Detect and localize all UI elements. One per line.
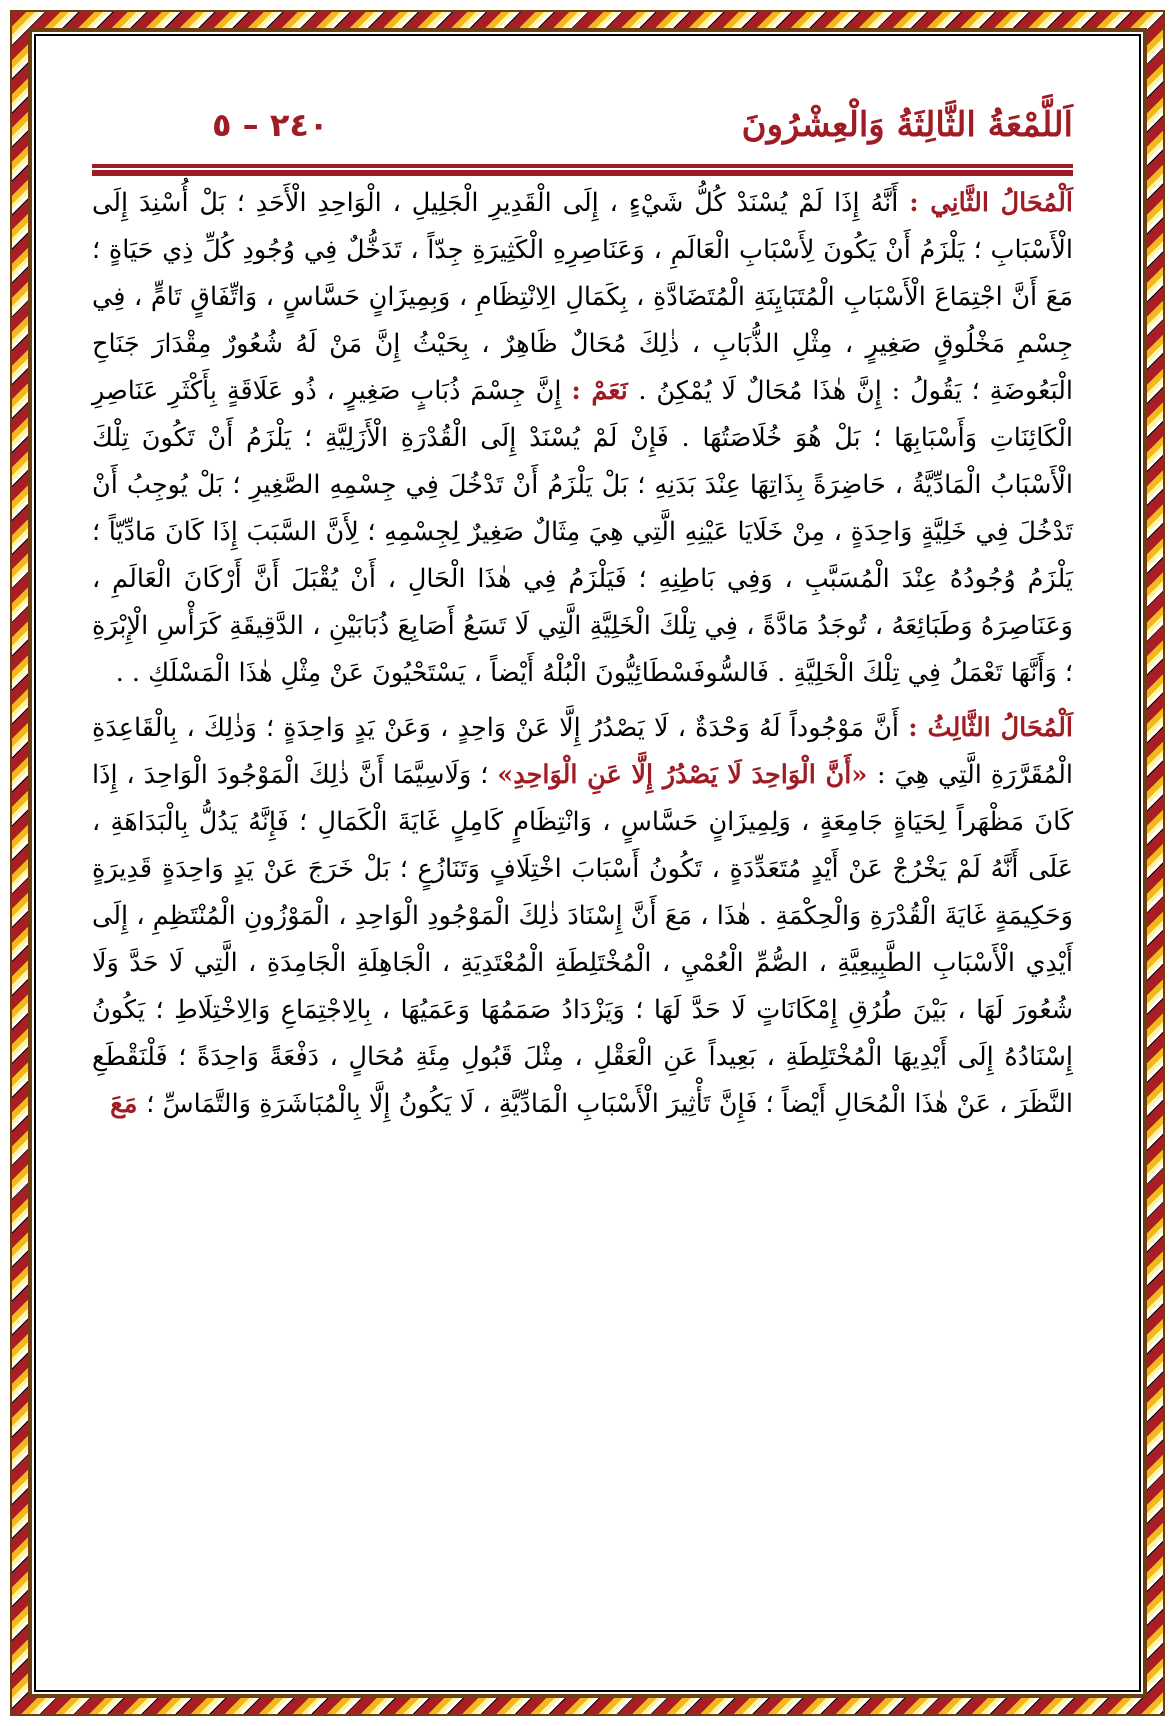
section-heading: اَلْمُحَالُ الثَّانِي :	[909, 188, 1073, 218]
header-divider	[92, 164, 1073, 176]
page-number: ٢٤٠ – ٥	[212, 106, 329, 144]
paragraph-text: إِنَّ جِسْمَ ذُبَابٍ صَغِيرٍ ، ذُو عَلَاقَةٍ بِأَكْثَرِ عَنَاصِرِ الْكَائِنَاتِ وَأَسْبَابِهَا ؛ بَلْ هُوَ خُلَاصَتُهَا . فَإِنْ لَمْ يُسْنَدْ إِلَى الْقُدْرَةِ الْأَزَلِيَّةِ ؛ يَلْزَمُ أَنْ تَكُونَ تِلْكَ الْأَسْبَابُ الْمَادِّيَّةُ ، حَاضِرَةً بِذَاتِهَا عِنْدَ بَدَنِهِ ؛ بَلْ يَلْزَمُ أَنْ تَدْخُلَ فِي جِسْمِهِ الصَّغِيرِ ؛ بَلْ يُوجِبُ أَنْ تَدْخُلَ فِي خَلِيَّةٍ وَاحِدَةٍ ، مِنْ خَلَايَا عَيْنِهِ الَّتِي هِيَ مِثَالٌ صَغِيرٌ لِجِسْمِهِ ؛ لِأَنَّ السَّبَبَ إِذَا كَانَ مَادِّيّاً ؛ يَلْزَمُ وُجُودُهُ عِنْدَ الْمُسَبَّبِ ، وَفِي بَاطِنِهِ ؛ فَيَلْزَمُ فِي هٰذَا الْحَالِ ، أَنْ يُقْبَلَ أَنَّ أَرْكَانَ الْعَالَمِ ، وَعَنَاصِرَهُ وَطَبَائِعَهُ ، تُوجَدُ مَادَّةً ، فِي تِلْكَ الْخَلِيَّةِ الَّتِي لَا تَسَعُ أَصَابِعَ ذُبَابَيْنِ ، الدَّقِيقَةِ كَرَأْسِ الْإِبْرَةِ ؛ وَأَنَّهَا تَعْمَلُ فِي تِلْكَ الْخَلِيَّةِ . فَالسُّوفَسْطَائِيُّونَ الْبُلْهُ أَيْضاً ، يَسْتَحْيُونَ عَنْ مِثْلِ هٰذَا الْمَسْلَكِ . .	[92, 376, 1073, 688]
page-header	[212, 80, 1073, 170]
ornamental-border	[10, 10, 1165, 1716]
section-heading: اَلْمُحَالُ الثَّالِثُ :	[908, 713, 1073, 743]
paragraph	[92, 705, 1073, 1128]
continuation-word: مَعَ	[110, 1089, 147, 1119]
paragraph-text: أَنَّ مَوْجُوداً لَهُ وَحْدَةٌ ، لَا يَصْدُرُ إِلَّا عَنْ وَاحِدٍ ، وَعَنْ يَدٍ وَاحِدَةٍ ؛ وَذٰلِكَ ، بِالْقَاعِدَةِ الْمُقَرَّرَةِ الَّتِي هِيَ :	[92, 713, 1074, 790]
paragraph	[92, 180, 1073, 697]
body-text	[92, 180, 1073, 1136]
emphasis-text: نَعَمْ :	[571, 376, 639, 406]
page	[28, 28, 1147, 1698]
paragraph-text: أَنَّهُ إِذَا لَمْ يُسْنَدْ كُلُّ شَيْءٍ ، إِلَى الْقَدِيرِ الْجَلِيلِ ، الْوَاحِدِ الْأَحَدِ ؛ بَلْ أُسْنِدَ إِلَى الْأَسْبَابِ ؛ يَلْزَمُ أَنْ يَكُونَ لِأَسْبَابِ الْعَالَمِ ، وَعَنَاصِرِهِ الْكَثِيرَةِ جِدّاً ، تَدَخُّلٌ فِي وُجُودِ كُلِّ ذِي حَيَاةٍ ؛ مَعَ أَنَّ اجْتِمَاعَ الْأَسْبَابِ الْمُتَبَايِنَةِ الْمُتَضَادَّةِ ، بِكَمَالِ الِانْتِظَامِ ، وَبِمِيزَانٍ حَسَّاسٍ ، وَاتِّفَاقٍ تَامٍّ ، فِي جِسْمِ مَخْلُوقٍ صَغِيرٍ ، مِثْلِ الذُّبَابِ ، ذٰلِكَ مُحَالٌ ظَاهِرٌ ، بِحَيْثُ إِنَّ مَنْ لَهُ شُعُورٌ مِقْدَارَ جَنَاحِ الْبَعُوضَةِ ؛ يَقُولُ : إِنَّ هٰذَا مُحَالٌ لَا يُمْكِنُ .	[92, 188, 1073, 406]
chapter-title: اَللَّمْعَةُ الثَّالِثَةُ وَالْعِشْرُونَ	[741, 105, 1073, 145]
paragraph-text: ؛ وَلَاسِيَّمَا أَنَّ ذٰلِكَ الْمَوْجُودَ الْوَاحِدَ ، إِذَا كَانَ مَظْهَراً لِحَيَاةٍ جَامِعَةٍ ، وَلِمِيزَانٍ حَسَّاسٍ ، وَانْتِظَامٍ كَامِلٍ غَايَةَ الْكَمَالِ ؛ فَإِنَّهُ يَدُلُّ بِالْبَدَاهَةِ ، عَلَى أَنَّهُ لَمْ يَخْرُجْ عَنْ أَيْدٍ مُتَعَدِّدَةٍ ، تَكُونُ أَسْبَابَ اخْتِلَافٍ وَتَنَازُعٍ ؛ بَلْ خَرَجَ عَنْ يَدٍ وَاحِدَةٍ قَدِيرَةٍ وَحَكِيمَةٍ غَايَةَ الْقُدْرَةِ وَالْحِكْمَةِ . هٰذَا ، مَعَ أَنَّ إِسْنَادَ ذٰلِكَ الْمَوْجُودِ الْوَاحِدِ ، الْمَوْزُونِ الْمُنْتَظِمِ ، إِلَى أَيْدِي الْأَسْبَابِ الطَّبِيعِيَّةِ ، الصُّمِّ الْعُمْيِ ، الْمُخْتَلِطَةِ الْمُعْتَدِيَةِ ، الْجَاهِلَةِ الْجَامِدَةِ ، الَّتِي لَا حَدَّ وَلَا شُعُورَ لَهَا ، بَيْنَ طُرُقِ إِمْكَانَاتٍ لَا حَدَّ لَهَا ؛ وَيَزْدَادُ صَمَمُهَا وَعَمَيُهَا ، بِالِاجْتِمَاعِ وَالِاخْتِلَاطِ ؛ يَكُونُ إِسْنَادُهُ إِلَى أَيْدِيهَا الْمُخْتَلِطَةِ ، بَعِيداً عَنِ الْعَقْلِ ، مِثْلَ قَبُولِ مِئَةِ مُحَالٍ ، دَفْعَةً وَاحِدَةً ؛ فَلْنَقْطَعِ النَّظَرَ ، عَنْ هٰذَا الْمُحَالِ أَيْضاً ؛ فَإِنَّ تَأْثِيرَ الْأَسْبَابِ الْمَادِّيَّةِ ، لَا يَكُونُ إِلَّا بِالْمُبَاشَرَةِ وَالتَّمَاسِّ ؛	[92, 760, 1073, 1119]
quoted-rule: «أَنَّ الْوَاحِدَ لَا يَصْدُرُ إِلَّا عَنِ الْوَاحِدِ»	[497, 760, 877, 790]
